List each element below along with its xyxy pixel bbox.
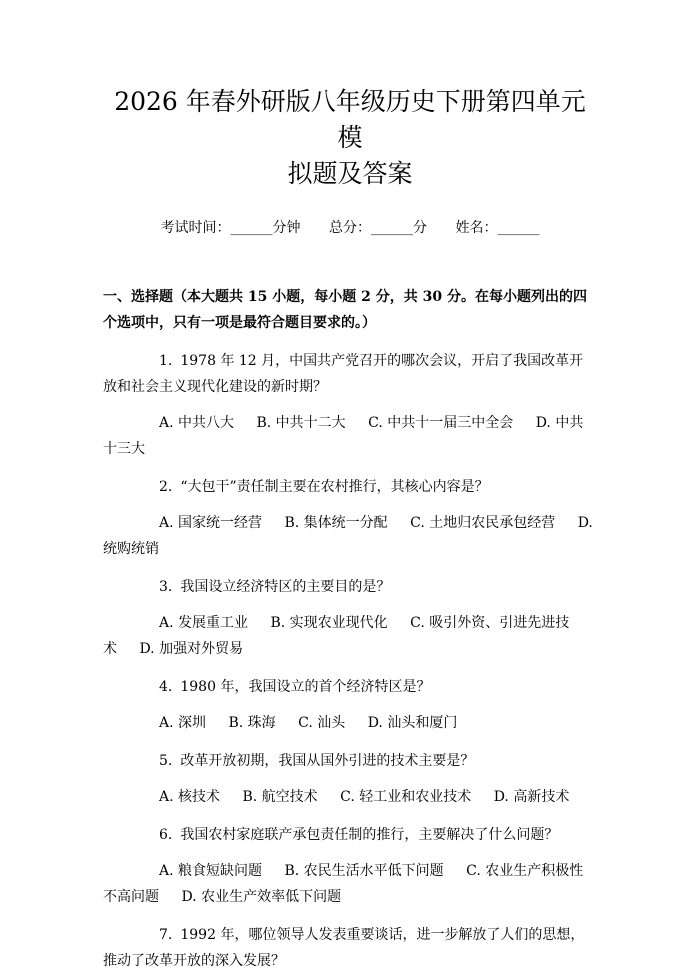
title-line-2: 拟题及答案 — [287, 159, 413, 188]
option-a: A. 核技术 — [159, 789, 221, 805]
question-text: 改革开放初期，我国从国外引进的技术主要是？ — [180, 753, 475, 769]
option-a: A. 粮食短缺问题 — [159, 863, 263, 879]
question-7 — [103, 922, 597, 974]
question-2 — [103, 474, 597, 562]
question-number: 4. — [159, 679, 173, 695]
question-text: 1978 年 12 月，中国共产党召开的哪次会议，开启了我国改革开放和社会主义现代化建设的新时期？ — [103, 353, 584, 395]
question-options — [103, 784, 597, 810]
title-line-1: 2026 年春外研版八年级历史下册第四单元模 — [114, 87, 586, 152]
question-options — [103, 510, 597, 562]
option-d: D. 加强对外贸易 — [139, 641, 244, 657]
option-d: D. 统购统销 — [103, 515, 593, 557]
question-text: 我国农村家庭联产承包责任制的推行，主要解决了什么问题？ — [180, 827, 559, 843]
question-stem — [103, 574, 597, 600]
exam-meta — [103, 218, 597, 238]
option-c: C. 农业生产积极性不高问题 — [103, 863, 584, 905]
question-stem — [103, 674, 597, 700]
option-a: A. 发展重工业 — [159, 615, 249, 631]
question-text: 我国设立经济特区的主要目的是？ — [180, 579, 391, 595]
question-number: 5. — [159, 753, 173, 769]
question-text: 1992 年，哪位领导人发表重要谈话，进一步解放了人们的思想，推动了改革开放的深入发展？ — [103, 927, 585, 969]
student-name-field: 姓名：______ — [455, 220, 540, 236]
question-1 — [103, 348, 597, 462]
option-b: B. 航空技术 — [242, 789, 318, 805]
question-stem — [103, 748, 597, 774]
question-number: 1. — [159, 353, 173, 369]
option-d: D. 高新技术 — [493, 789, 570, 805]
option-c: C. 轻工业和农业技术 — [340, 789, 472, 805]
section-heading: 一、选择题（本大题共 15 小题，每小题 2 分，共 30 分。在每小题列出的四个选项中，只有一项是最符合题目要求的。） — [103, 289, 587, 331]
question-4 — [103, 674, 597, 736]
question-number: 2. — [159, 479, 173, 495]
question-stem — [103, 348, 597, 400]
option-c: C. 汕头 — [298, 715, 346, 731]
question-stem — [103, 822, 597, 848]
option-b: B. 农民生活水平低下问题 — [284, 863, 444, 879]
question-number: 7. — [159, 927, 173, 943]
document-title — [103, 84, 597, 192]
total-score-field: 总分：______分 — [329, 220, 427, 236]
question-text: “大包干”责任制主要在农村推行，其核心内容是？ — [180, 479, 489, 495]
option-b: B. 珠海 — [228, 715, 276, 731]
option-b: B. 实现农业现代化 — [270, 615, 388, 631]
question-stem — [103, 474, 597, 500]
option-a: A. 中共八大 — [159, 415, 235, 431]
question-options — [103, 858, 597, 910]
option-d: D. 中共十三大 — [103, 415, 584, 457]
question-options — [103, 410, 597, 462]
question-stem — [103, 922, 597, 974]
question-options — [103, 710, 597, 736]
option-d: D. 农业生产效率低下问题 — [181, 889, 342, 905]
option-b: B. 集体统一分配 — [284, 515, 388, 531]
option-c: C. 吸引外资、引进先进技术 — [103, 615, 570, 657]
option-c: C. 土地归农民承包经营 — [410, 515, 556, 531]
option-a: A. 深圳 — [159, 715, 207, 731]
question-6 — [103, 822, 597, 910]
question-5 — [103, 748, 597, 810]
option-c: C. 中共十一届三中全会 — [368, 415, 514, 431]
question-list — [103, 348, 597, 974]
question-3 — [103, 574, 597, 662]
option-b: B. 中共十二大 — [256, 415, 346, 431]
question-options — [103, 610, 597, 662]
option-d: D. 汕头和厦门 — [367, 715, 458, 731]
option-a: A. 国家统一经营 — [159, 515, 263, 531]
question-text: 1980 年，我国设立的首个经济特区是？ — [180, 679, 431, 695]
question-number: 3. — [159, 579, 173, 595]
question-number: 6. — [159, 827, 173, 843]
exam-time-field: 考试时间：______分钟 — [160, 220, 301, 236]
